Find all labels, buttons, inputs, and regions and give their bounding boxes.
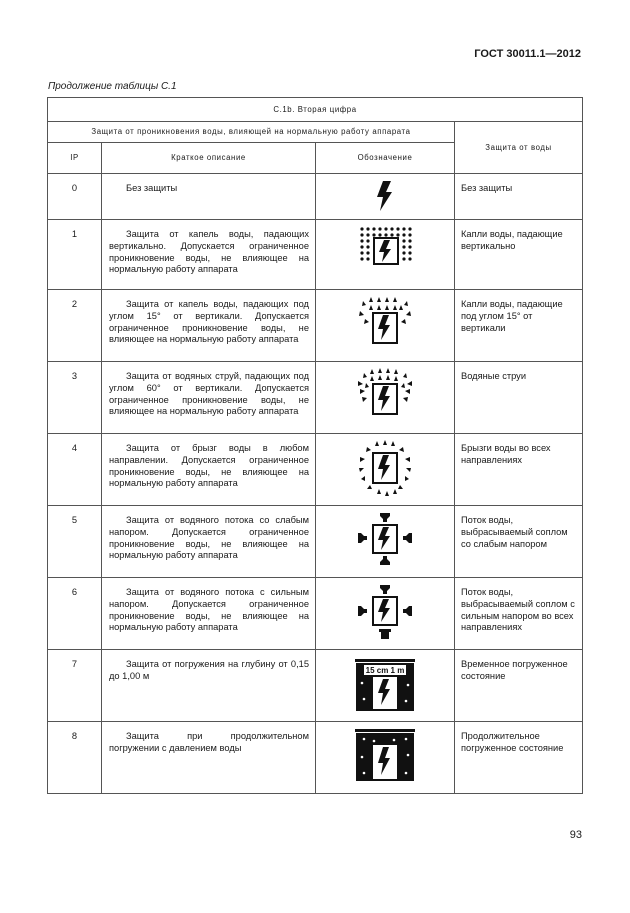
ip-code: 2 <box>48 290 102 362</box>
description: Защита от брызг воды в любом направлении. Допускается ограниченное проникновение воды, не влияющее на нормальную работу аппарата <box>102 434 316 506</box>
symbol-cell <box>316 362 455 434</box>
water-spray-icon <box>356 367 414 417</box>
table-caption: Продолжение таблицы С.1 <box>48 81 177 92</box>
protection: Брызги воды во всех направлениях <box>455 434 583 506</box>
ip-code: 1 <box>48 220 102 290</box>
protection: Капли воды, падающие под углом 15° от вертикали <box>455 290 583 362</box>
continuous-immersion-icon <box>354 727 416 783</box>
symbol-cell <box>316 506 455 578</box>
lightning-bolt-icon <box>373 179 397 213</box>
protection: Поток воды, выбрасываемый соплом со слабым напором <box>455 506 583 578</box>
table-row <box>48 434 583 506</box>
description: Защита от водяного потока со слабым напором. Допускается ограниченное проникновение воды, не влияющее на нормальную работу аппарата <box>102 506 316 578</box>
table-row <box>48 290 583 362</box>
protection: Капли воды, падающие вертикально <box>455 220 583 290</box>
description: Защита от капель воды, падающих под углом 15° от вертикали. Допускается ограниченное проникновение воды, не влияющее на нормальную работу аппарата <box>102 290 316 362</box>
svg-text:15 cm 1 m: 15 cm 1 m <box>365 666 405 675</box>
ip-code: 6 <box>48 578 102 650</box>
description: Защита при продолжительном погружении с давлением воды <box>102 722 316 794</box>
water-jet-low-pressure-icon <box>356 511 414 567</box>
symbol-cell <box>316 174 455 220</box>
protection: Поток воды, выбрасываемый соплом с сильным напором во всех направлениях <box>455 578 583 650</box>
symbol-cell <box>316 722 455 794</box>
description: Защита от капель воды, падающих вертикально. Допускается ограниченное проникновение воды, не влияющее на нормальную работу аппарата <box>102 220 316 290</box>
group-header: Защита от проникновения воды, влияющей на нормальную работу аппарата <box>48 122 455 143</box>
protection: Продолжительное погруженное состояние <box>455 722 583 794</box>
temporary-immersion-icon <box>354 655 416 713</box>
description: Защита от водяных струй, падающих под углом 60° от вертикали. Допускается ограниченное проникновение воды, не влияющее на нормальную работу аппарата <box>102 362 316 434</box>
symbol-cell <box>316 650 455 722</box>
symbol-cell <box>316 220 455 290</box>
column-header-symbol: Обозначение <box>316 143 455 174</box>
description: Защита от водяного потока с сильным напором. Допускается ограниченное проникновение воды, не влияющее на нормальную работу аппарата <box>102 578 316 650</box>
page-number: 93 <box>569 829 582 841</box>
symbol-cell <box>316 578 455 650</box>
column-header-ip: IP <box>48 143 102 174</box>
ip-code: 5 <box>48 506 102 578</box>
ip-code: 0 <box>48 174 102 220</box>
table-row <box>48 650 583 722</box>
splash-all-directions-icon <box>357 439 413 497</box>
column-header-protection: Защита от воды <box>455 122 583 174</box>
protection: Без защиты <box>455 174 583 220</box>
table-row <box>48 174 583 220</box>
ip-code: 4 <box>48 434 102 506</box>
water-jet-high-pressure-icon <box>356 583 414 641</box>
angled-drops-icon <box>357 295 413 345</box>
ip-code: 7 <box>48 650 102 722</box>
standard-code: ГОСТ 30011.1—2012 <box>474 48 581 60</box>
description: Защита от погружения на глубину от 0,15 до 1,00 м <box>102 650 316 722</box>
symbol-cell <box>316 434 455 506</box>
section-title: С.1b. Вторая цифра <box>48 98 583 122</box>
vertical-drops-icon <box>357 225 413 265</box>
description: Без защиты <box>102 174 316 220</box>
ip-code: 3 <box>48 362 102 434</box>
ip-code: 8 <box>48 722 102 794</box>
table-row <box>48 722 583 794</box>
table-row <box>48 578 583 650</box>
symbol-cell <box>316 290 455 362</box>
protection: Временное погруженное состояние <box>455 650 583 722</box>
protection-table <box>47 97 583 794</box>
column-header-description: Краткое описание <box>102 143 316 174</box>
table-row <box>48 362 583 434</box>
table-row <box>48 220 583 290</box>
protection: Водяные струи <box>455 362 583 434</box>
table-row <box>48 506 583 578</box>
